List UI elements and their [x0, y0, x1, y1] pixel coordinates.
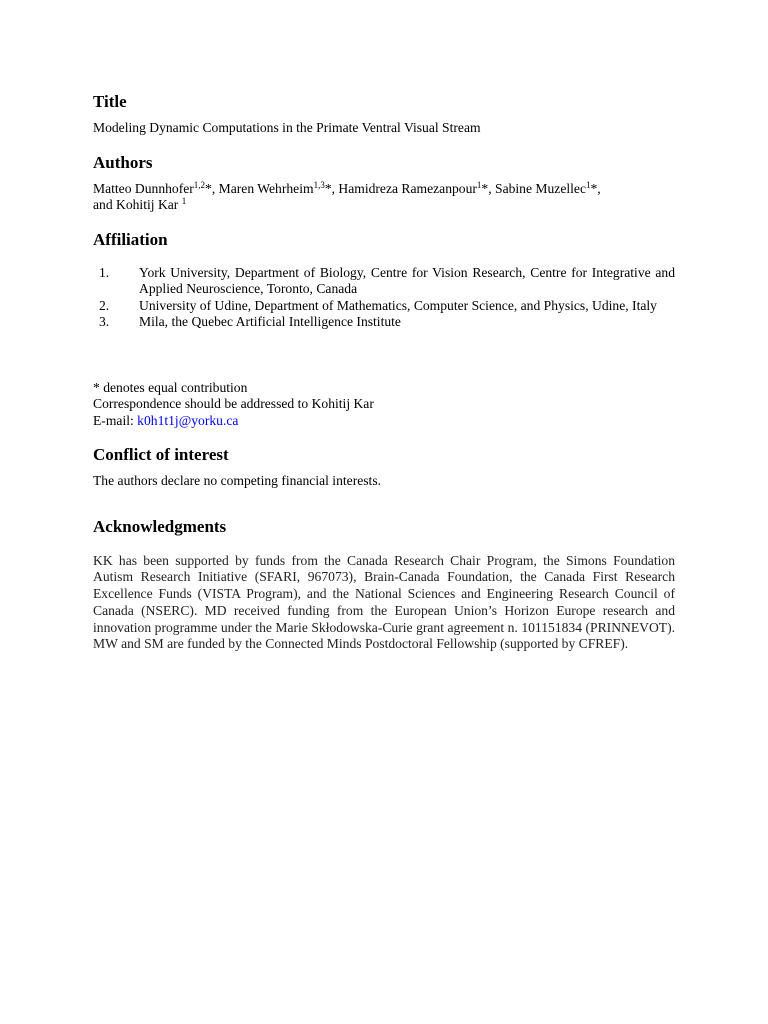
affiliation-number: 3.: [99, 314, 110, 329]
affiliation-item: [93, 298, 675, 315]
authors-heading: Authors: [93, 152, 153, 172]
paper-title: Modeling Dynamic Computations in the Primate Ventral Visual Stream: [93, 120, 481, 135]
conflict-heading: Conflict of interest: [93, 445, 229, 464]
affiliation-number: 2.: [99, 297, 110, 313]
author: Sabine Muzellec$^1$*,: [495, 179, 601, 196]
correspondence-note: Correspondence should be addressed to Kohitij Kar: [93, 396, 374, 411]
email-line: [93, 413, 675, 430]
title-heading: Title: [93, 92, 127, 111]
acknowledgments-text: KK has been supported by funds from the Canada Research Chair Program, the Simons Foundation Autism Research Initiative (SFARI, 967073), Brain-Canada Foundation, the Canada First Research Excellence Funds (VISTA Program), and the National Sciences and Engineering Research Council of Canada (NSERC). MD received funding from the European Union’s Horizon Europe research and innovation programme under the Marie Skłodowska-Curie grant agreement n. 101151834 (PRINNEVOT). MW and SM are funded by the Connected Minds Postdoctoral Fellowship (supported by CFREF).: [93, 552, 675, 652]
affiliation-text: University of Udine, Department of Mathematics, Computer Science, and Physics, Udine, Italy: [139, 297, 657, 313]
affiliation-list: [93, 265, 675, 331]
author: Maren Wehrheim$^{1,3}$*,: [218, 179, 339, 196]
equal-contribution-note: * denotes equal contribution: [93, 379, 248, 395]
author-list: [93, 181, 675, 214]
affiliation-item: [93, 314, 675, 331]
author: Hamidreza Ramezanpour$^1$*,: [338, 179, 496, 196]
document-page: [93, 90, 675, 667]
email-label: E-mail:: [93, 412, 138, 428]
email-link[interactable]: k0h1t1j@yorku.ca: [137, 412, 239, 428]
affiliation-item: [93, 265, 675, 298]
notes-block: [93, 380, 675, 430]
affiliation-text: York University, Department of Biology, Centre for Vision Research, Centre for Integrative and Applied Neuroscience, Toronto, Canada: [139, 264, 675, 296]
affiliation-number: 1.: [99, 264, 110, 280]
affiliation-text: Mila, the Quebec Artificial Intelligence Institute: [139, 314, 401, 329]
acknowledgments-heading: Acknowledgments: [93, 516, 227, 536]
affiliation-heading: Affiliation: [93, 229, 168, 249]
conflict-text: The authors declare no competing financial interests.: [93, 473, 382, 488]
author: and Kohitij Kar $^1$: [93, 196, 187, 212]
author: Matteo Dunnhofer$^{1,2}$*,: [93, 179, 219, 196]
